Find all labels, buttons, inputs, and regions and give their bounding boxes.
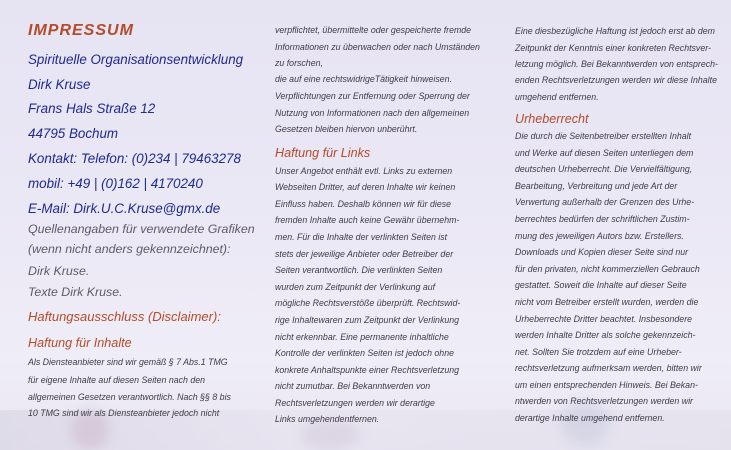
copyright-line: Downloads und Kopien dieser Seite sind nur <box>515 247 689 257</box>
link-liability-line: Kontrolle der verlinkten Seiten ist jedoch ohne <box>275 348 454 358</box>
copyright-line: Die durch die Seitenbetreiber erstellten Inhalt <box>515 131 692 141</box>
continued-liability-line: Verpflichtungen zur Entfernung oder Sperrung der <box>275 91 470 101</box>
link-liability-line: wurden zum Zeitpunkt der Verlinkung auf <box>275 282 436 292</box>
graphics-credit-line: Dirk Kruse. <box>28 264 90 278</box>
copyright-line: berrechtes bedürfen der schriftlichen Zustim- <box>515 214 690 224</box>
copyright-line: net. Sollten Sie trotzdem auf eine Urheber- <box>515 347 682 357</box>
content-liability-line: für eigene Inhalte auf diesen Seiten nach den <box>28 375 206 385</box>
copyright-line: Verwertung außerhalb der Grenzen des Urhe- <box>515 197 695 207</box>
graphics-credit-line: Quellenangaben für verwendete Grafiken <box>28 222 255 236</box>
texts-credit-line: Texte Dirk Kruse. <box>28 285 123 299</box>
graphics-credit-line: (wenn nicht anders gekennzeichnet): <box>28 242 231 256</box>
copyright-line: deutschen Urheberrecht. Die Vervielfältigung, <box>515 164 693 174</box>
copyright-line: derartige Inhalte umgehend entfernen. <box>515 413 665 423</box>
link-liability-heading: Haftung für Links <box>275 146 371 160</box>
link-liability-line: Unser Angebot enthält evtl. Links zu externen <box>275 166 453 176</box>
copyright-line: mung des jeweiligen Autors bzw. Erstellers. <box>515 231 684 241</box>
page-title: IMPRESSUM <box>28 22 134 39</box>
copyright-line: rechtsverletzung aufmerksam werden, bitten wir <box>515 363 702 373</box>
continued-link-liability-line: Zeitpunkt der Kenntnis einer konkreten Rechtsver- <box>515 43 711 53</box>
continued-liability-line: zu forschen, <box>275 58 323 68</box>
disclaimer-heading: Haftungsausschluss (Disclaimer): <box>28 309 221 324</box>
copyright-line: werden Inhalte Dritter als solche gekennzeich- <box>515 330 696 340</box>
content-liability-heading: Haftung für Inhalte <box>28 336 132 350</box>
continued-link-liability-line: Eine diesbezügliche Haftung ist jedoch erst ab dem <box>515 26 716 36</box>
link-liability-line: men. Für die Inhalte der verlinkten Seiten ist <box>275 232 448 242</box>
link-liability-line: konkrete Anhaltspunkte einer Rechtsverletzung <box>275 365 460 375</box>
link-liability-line: Webseiten Dritter, auf deren Inhalte wir keinen <box>275 182 456 192</box>
copyright-line: für den privaten, nicht kommerziellen Gebrauch <box>515 264 700 274</box>
city-address: 44795 Bochum <box>28 126 119 141</box>
organization-name: Spirituelle Organisationsentwicklung <box>28 52 244 67</box>
copyright-line: gestattet. Soweit die Inhalte auf dieser Seite <box>515 280 687 290</box>
link-liability-line: Seiten verantwortlich. Die verlinkten Seiten <box>275 265 443 275</box>
copyright-line: nicht vom Betreiber erstellt wurden, werden die <box>515 297 699 307</box>
copyright-line: um einen entsprechenden Hinweis. Bei Bekan- <box>515 380 698 390</box>
link-liability-line: stets der jeweilige Anbieter oder Betreiber der <box>275 249 454 259</box>
continued-link-liability-line: letzung möglich. Bei Bekanntwerden von entsprech- <box>515 59 718 69</box>
person-name: Dirk Kruse <box>28 77 91 92</box>
copyright-line: ntwerden von Rechtsverletzungen werden wir <box>515 396 693 406</box>
continued-liability-line: die auf eine rechtswidrigeTätigkeit hinweisen. <box>275 74 453 84</box>
link-liability-line: nicht zumutbar. Bei Bekanntwerden von <box>275 381 431 391</box>
continued-liability-line: Nutzung von Informationen nach den allgemeinen <box>275 108 470 118</box>
copyright-heading: Urheberrecht <box>515 112 589 126</box>
link-liability-line: nicht erkennbar. Eine permanente inhaltliche <box>275 332 449 342</box>
content-liability-line: allgemeinen Gesetzen verantwortlich. Nach §§ 8 bis <box>28 392 231 402</box>
copyright-line: Bearbeitung, Verbreitung und jede Art der <box>515 181 678 191</box>
link-liability-line: Einfluss haben. Deshalb können wir für diese <box>275 199 452 209</box>
continued-link-liability-line: enden Rechtsverletzungen werden wir diese Inhalte <box>515 75 717 85</box>
link-liability-line: rige Inhaltewaren zum Zeitpunkt der Verlinkung <box>275 315 460 325</box>
continued-liability-line: Informationen zu überwachen oder nach Umständen <box>275 42 480 52</box>
email-link[interactable]: E-Mail: Dirk.U.C.Kruse@gmx.de <box>28 201 221 216</box>
street-address: Frans Hals Straße 12 <box>28 101 156 116</box>
mobile-number: mobil: +49 | (0)162 | 4170240 <box>28 176 203 191</box>
continued-liability-line: verpflichtet, übermittelte oder gespeicherte fremde <box>275 25 472 35</box>
phone-number: Kontakt: Telefon: (0)234 | 79463278 <box>28 151 241 166</box>
content-liability-line: 10 TMG sind wir als Diensteanbieter jedoch nicht <box>28 408 220 418</box>
link-liability-line: Rechtsverletzungen werden wir derartige <box>275 398 435 408</box>
copyright-line: und Werke auf diesen Seiten unterliegen dem <box>515 148 694 158</box>
link-liability-line: fremden Inhalte auch keine Gewähr übernehm- <box>275 215 460 225</box>
copyright-line: Urheberrechte Dritter beachtet. Insbesondere <box>515 314 693 324</box>
continued-liability-line: Gesetzen bleiben hiervon unberührt. <box>275 124 418 134</box>
link-liability-line: mögliche Rechtsverstöße überprüft. Rechtswid- <box>275 298 461 308</box>
content-liability-line: Als Diensteanbieter sind wir gemäß § 7 Abs.1 TMG <box>28 357 228 367</box>
link-liability-line: Links umgehendentfernen. <box>275 414 380 424</box>
continued-link-liability-line: umgehend entfernen. <box>515 92 599 102</box>
